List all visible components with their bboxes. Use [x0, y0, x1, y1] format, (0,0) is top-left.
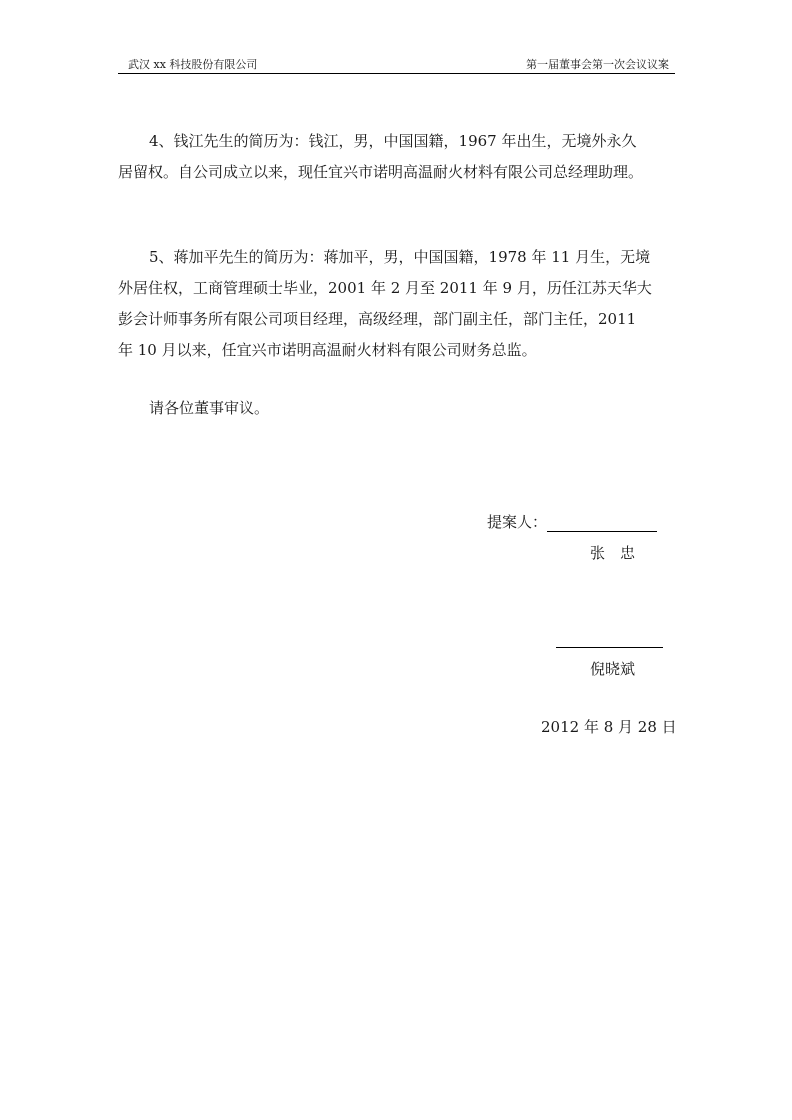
signature-blank — [547, 517, 657, 532]
paragraph-line: 居留权。自公司成立以来，现任宜兴市诺明高温耐火材料有限公司总经理助理。 — [118, 163, 644, 181]
paragraph-line: 外居住权，工商管理硕士毕业，2001 年 2 月至 2011 年 9 月，历任江苏天华大 — [118, 279, 652, 297]
header-company: 武汉 xx 科技股份有限公司 — [128, 58, 258, 71]
paragraph-line: 年 10 月以来，任宜兴市诺明高温耐火材料有限公司财务总监。 — [118, 341, 537, 359]
paragraph-line: 5、蒋加平先生的简历为：蒋加平，男，中国国籍，1978 年 11 月生，无境 — [149, 248, 651, 266]
proposer-label: 提案人： — [487, 513, 548, 531]
paragraph-4 — [118, 126, 678, 188]
header-document-title: 第一届董事会第一次会议议案 — [526, 58, 669, 71]
closing-text: 请各位董事审议。 — [149, 399, 270, 417]
document-date: 2012 年 8 月 28 日 — [541, 718, 677, 736]
closing-paragraph — [118, 393, 678, 424]
signer-name-1: 张 忠 — [590, 544, 636, 562]
page-header — [118, 56, 675, 74]
paragraph-5 — [118, 242, 678, 366]
signature-line-2 — [556, 647, 663, 648]
proposer-line — [487, 512, 657, 532]
signer-name-2: 倪晓斌 — [590, 660, 636, 678]
paragraph-line: 4、钱江先生的简历为：钱江，男，中国国籍，1967 年出生，无境外永久 — [149, 132, 637, 150]
paragraph-line: 彭会计师事务所有限公司项目经理，高级经理，部门副主任，部门主任，2011 — [118, 310, 637, 328]
